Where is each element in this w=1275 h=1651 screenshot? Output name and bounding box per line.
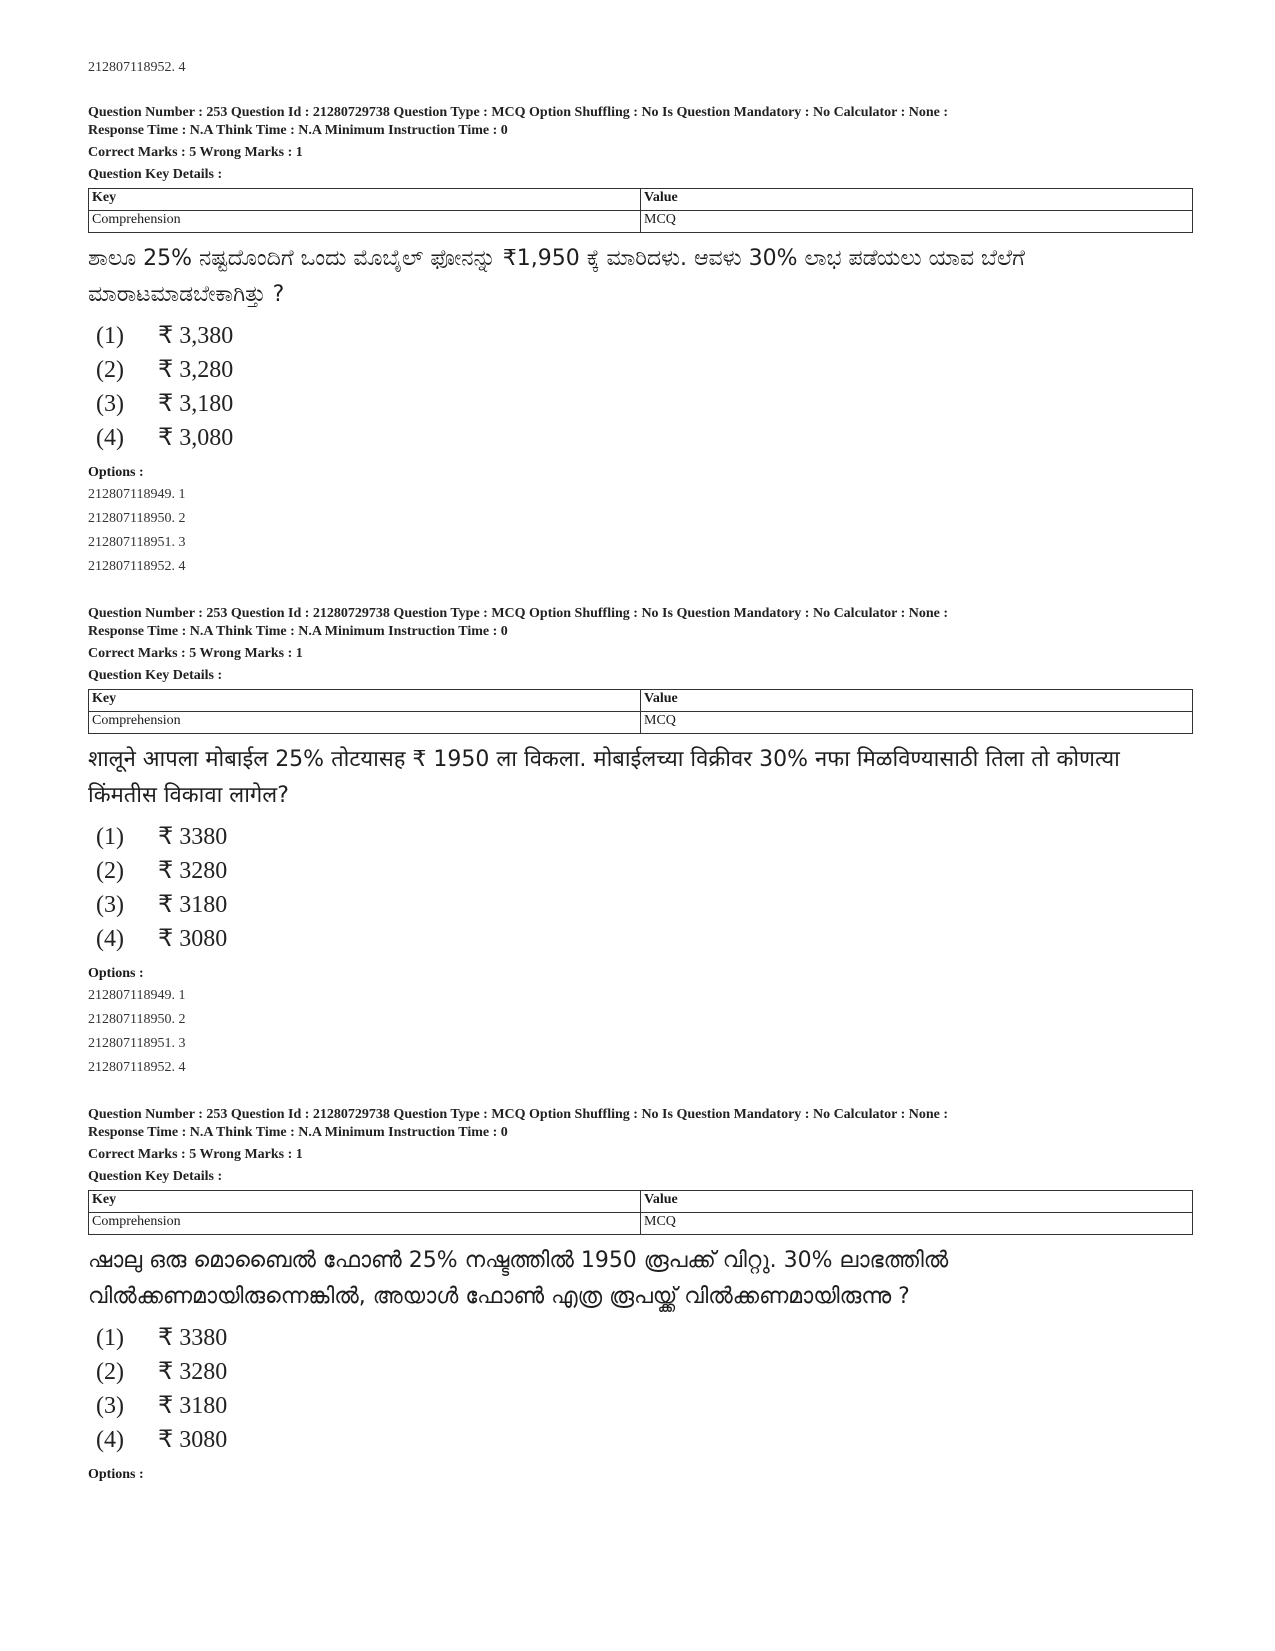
option-id: 212807118951. 3 <box>88 1036 186 1051</box>
table-cell-value: MCQ <box>641 211 1193 233</box>
question-text: ಶಾಲೂ 25% ನಷ್ಟದೊಂದಿಗೆ ಒಂದು ಮೊಬೈಲ್ ಫೋನನ್ನು ₹1,950 ಕ್ಕೆ ಮಾರಿದಳು. ಆವಳು 30% ಲಾಭ ಪಡೆಯಲು ಯಾವ ಬೆಲೆಗೆ ಮಾರಾಟಮಾಡಬೇಕಾಗಿತ್ತು ? <box>88 246 1025 307</box>
option-number: (4) <box>96 926 124 952</box>
option-value: ₹ 3080 <box>158 926 228 952</box>
table-header-key: Key <box>89 1191 641 1213</box>
question-meta-line2: Response Time : N.A Think Time : N.A Minimum Instruction Time : 0 <box>88 123 508 138</box>
option-row <box>88 421 1188 455</box>
option-value: ₹ 3180 <box>158 1393 228 1419</box>
table-cell-key: Comprehension <box>89 712 641 734</box>
document-page <box>88 58 1188 1485</box>
option-value: ₹ 3180 <box>158 892 228 918</box>
option-row <box>88 1389 1188 1423</box>
option-value: ₹ 3080 <box>158 1427 228 1453</box>
question-text: ഷാലു ഒരു മൊബൈൽ ഫോൺ 25% നഷ്ടത്തിൽ 1950 രൂപക്ക് വിറ്റു. 30% ലാഭത്തിൽ വിൽക്കണമായിരുന്നെങ്കിൽ, അയാൾ ഫോൺ എത്ര രൂപയ്ക്ക് വിൽക്കണമായിരുന്നു ? <box>88 1248 949 1309</box>
question-meta-line1: Question Number : 253 Question Id : 21280729738 Question Type : MCQ Option Shuffling : No Is Question Mandatory : No Calculator : None : <box>88 105 949 120</box>
question-block-2 <box>88 605 1188 1080</box>
option-id-list <box>88 483 1188 579</box>
marks-line: Correct Marks : 5 Wrong Marks : 1 <box>88 646 303 661</box>
option-number: (1) <box>96 824 124 850</box>
option-value: ₹ 3380 <box>158 824 228 850</box>
option-id: 212807118949. 1 <box>88 487 186 502</box>
table-cell-value: MCQ <box>641 712 1193 734</box>
option-id: 212807118951. 3 <box>88 535 186 550</box>
table-cell-key: Comprehension <box>89 1213 641 1235</box>
table-header-key: Key <box>89 189 641 211</box>
table-header-row <box>89 189 1193 211</box>
marks-line: Correct Marks : 5 Wrong Marks : 1 <box>88 145 303 160</box>
option-number: (4) <box>96 425 124 451</box>
option-id: 212807118950. 2 <box>88 511 186 526</box>
marks-line: Correct Marks : 5 Wrong Marks : 1 <box>88 1147 303 1162</box>
key-details-table <box>88 188 1193 233</box>
option-id: 212807118952. 4 <box>88 1060 186 1075</box>
option-value: ₹ 3,180 <box>158 391 234 417</box>
option-row <box>88 387 1188 421</box>
table-header-row <box>89 690 1193 712</box>
key-details-table <box>88 689 1193 734</box>
option-row <box>88 319 1188 353</box>
option-number: (3) <box>96 892 124 918</box>
question-text: शालूने आपला मोबाईल 25% तोटयासह ₹ 1950 ला विकला. मोबाईलच्या विक्रीवर 30% नफा मिळविण्यासाठी तिला तो कोणत्या किंमतीस विकावा लागेल? <box>88 747 1120 808</box>
table-header-value: Value <box>641 189 1193 211</box>
question-meta-line2: Response Time : N.A Think Time : N.A Minimum Instruction Time : 0 <box>88 1125 508 1140</box>
table-cell-key: Comprehension <box>89 211 641 233</box>
option-number: (1) <box>96 1325 124 1351</box>
key-details-table <box>88 1190 1193 1235</box>
option-row <box>88 820 1188 854</box>
option-value: ₹ 3280 <box>158 1359 228 1385</box>
options-label: Options : <box>88 1467 144 1482</box>
table-header-row <box>89 1191 1193 1213</box>
header-option-id: 212807118952. 4 <box>88 60 186 75</box>
key-details-label: Question Key Details : <box>88 167 223 182</box>
table-cell-value: MCQ <box>641 1213 1193 1235</box>
question-meta-line1: Question Number : 253 Question Id : 21280729738 Question Type : MCQ Option Shuffling : No Is Question Mandatory : No Calculator : None : <box>88 1107 949 1122</box>
table-row <box>89 211 1193 233</box>
option-value: ₹ 3,080 <box>158 425 234 451</box>
key-details-label: Question Key Details : <box>88 668 223 683</box>
option-id-list <box>88 984 1188 1080</box>
question-meta-line2: Response Time : N.A Think Time : N.A Minimum Instruction Time : 0 <box>88 624 508 639</box>
table-header-value: Value <box>641 1191 1193 1213</box>
question-block-1 <box>88 104 1188 579</box>
option-row <box>88 888 1188 922</box>
option-number: (3) <box>96 1393 124 1419</box>
option-value: ₹ 3380 <box>158 1325 228 1351</box>
table-row <box>89 712 1193 734</box>
option-number: (4) <box>96 1427 124 1453</box>
option-id: 212807118952. 4 <box>88 559 186 574</box>
question-block-3 <box>88 1106 1188 1485</box>
option-value: ₹ 3280 <box>158 858 228 884</box>
option-row <box>88 1355 1188 1389</box>
option-number: (2) <box>96 1359 124 1385</box>
option-number: (3) <box>96 391 124 417</box>
option-row <box>88 854 1188 888</box>
table-row <box>89 1213 1193 1235</box>
option-number: (2) <box>96 357 124 383</box>
option-row <box>88 1321 1188 1355</box>
option-id: 212807118950. 2 <box>88 1012 186 1027</box>
key-details-label: Question Key Details : <box>88 1169 223 1184</box>
table-header-value: Value <box>641 690 1193 712</box>
options-label: Options : <box>88 465 144 480</box>
option-row <box>88 1423 1188 1457</box>
question-meta-line1: Question Number : 253 Question Id : 21280729738 Question Type : MCQ Option Shuffling : No Is Question Mandatory : No Calculator : None : <box>88 606 949 621</box>
option-id: 212807118949. 1 <box>88 988 186 1003</box>
option-number: (2) <box>96 858 124 884</box>
table-header-key: Key <box>89 690 641 712</box>
option-row <box>88 353 1188 387</box>
option-number: (1) <box>96 323 124 349</box>
option-row <box>88 922 1188 956</box>
option-value: ₹ 3,280 <box>158 357 234 383</box>
options-label: Options : <box>88 966 144 981</box>
option-value: ₹ 3,380 <box>158 323 234 349</box>
